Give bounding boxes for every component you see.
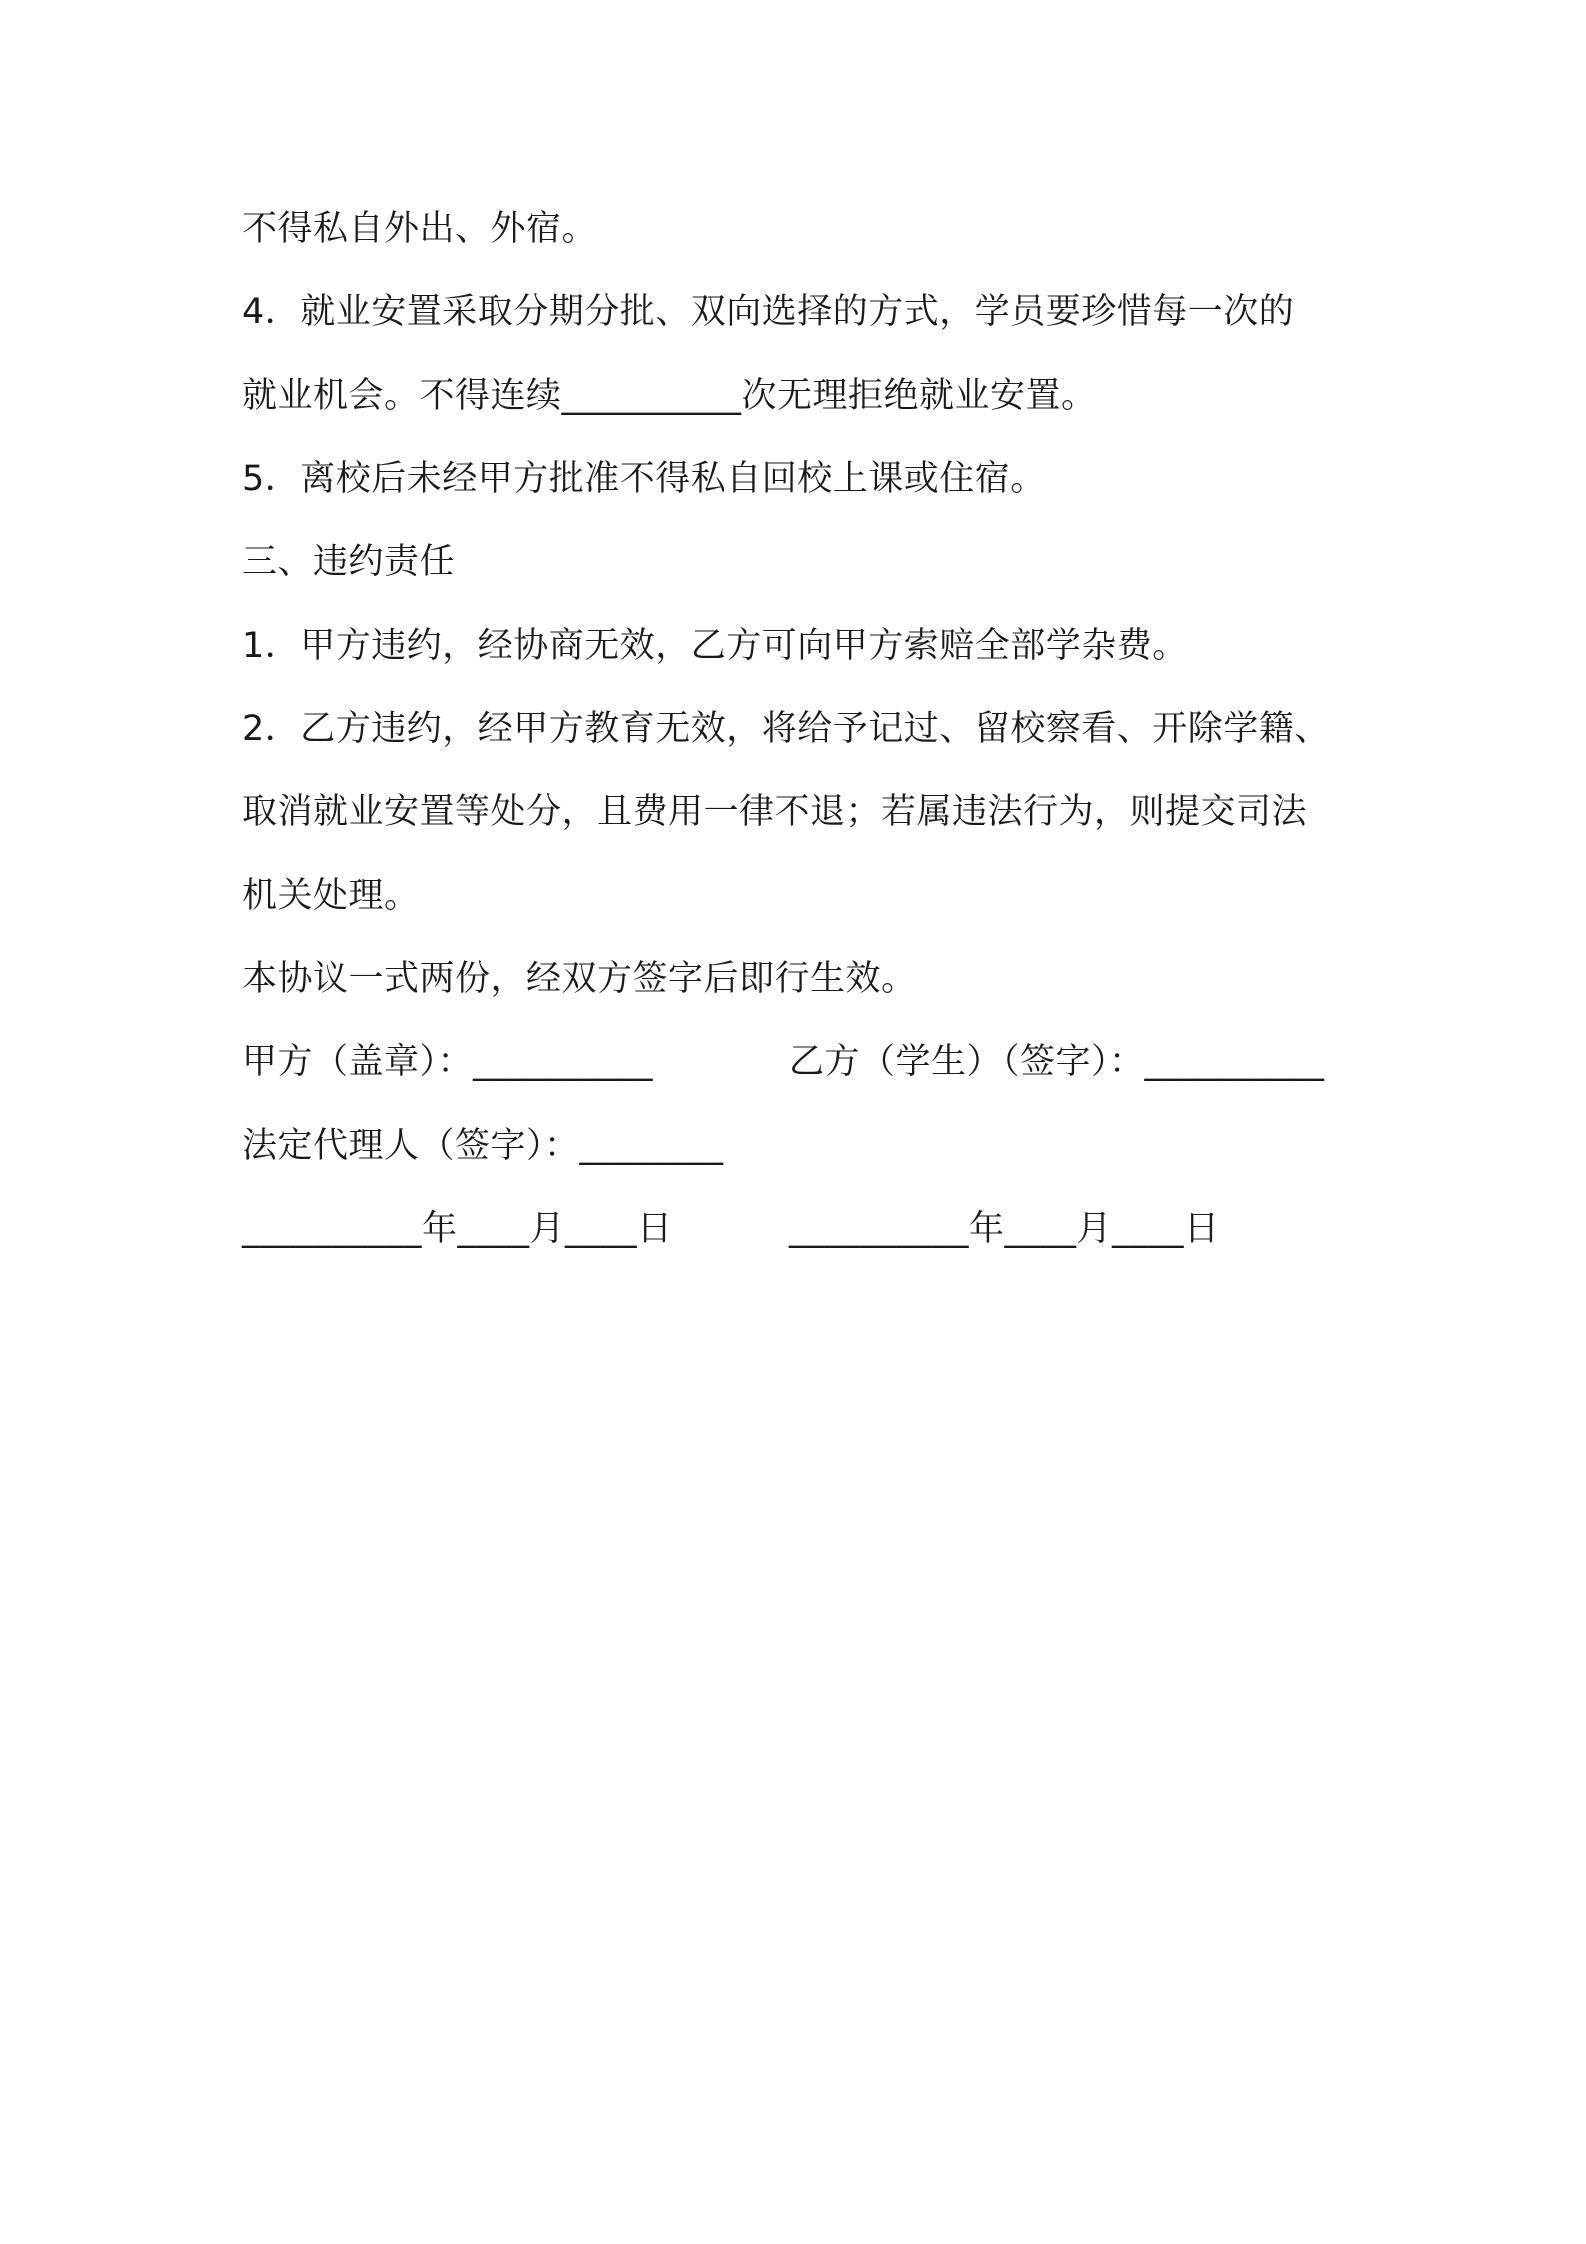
party-b-signature-field: 乙方（学生）（签字）：__________: [789, 1042, 1325, 1082]
paragraph-line: 就业机会。不得连续__________次无理拒绝就业安置。: [242, 376, 1097, 416]
paragraph-line: 不得私自外出、外宿。: [242, 209, 598, 249]
paragraph-line: 机关处理。: [242, 876, 420, 916]
paragraph-line: 1．甲方违约，经协商无效，乙方可向甲方索赔全部学杂费。: [242, 626, 1188, 666]
paragraph-line: 4．就业安置采取分期分批、双向选择的方式，学员要珍惜每一次的: [242, 292, 1295, 332]
paragraph-line: 本协议一式两份，经双方签字后即行生效。: [242, 959, 917, 999]
section-heading: 三、违约责任: [242, 542, 456, 582]
party-b-date-field: __________年____月____日: [789, 1209, 1220, 1249]
legal-representative-field: 法定代理人（签字）：________: [242, 1126, 724, 1166]
paragraph-line: 2．乙方违约，经甲方教育无效，将给予记过、留校察看、开除学籍、: [242, 709, 1330, 749]
party-a-date-field: __________年____月____日: [242, 1209, 673, 1249]
paragraph-line: 5．离校后未经甲方批准不得私自回校上课或住宿。: [242, 459, 1046, 499]
party-a-seal-field: 甲方（盖章）：__________: [242, 1042, 654, 1082]
paragraph-line: 取消就业安置等处分，且费用一律不退；若属违法行为，则提交司法: [242, 792, 1308, 832]
